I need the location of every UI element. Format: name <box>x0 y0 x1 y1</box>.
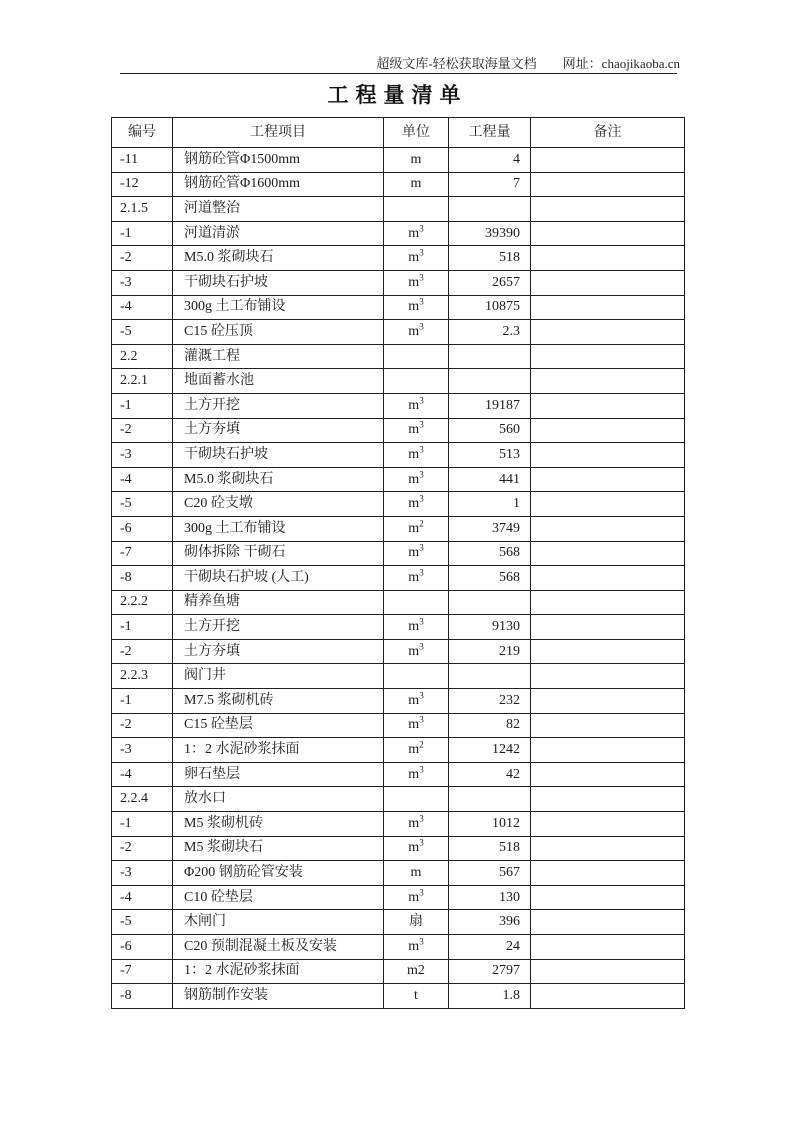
unit-cell <box>384 221 449 246</box>
note-cell <box>531 221 685 246</box>
table-row <box>112 393 685 418</box>
quantity-cell: 2657 <box>449 270 531 295</box>
row-number-cell: -1 <box>112 393 173 418</box>
table-header-row <box>112 118 685 148</box>
note-cell <box>531 270 685 295</box>
table-row <box>112 344 685 369</box>
item-cell: 干砌块石护坡 <box>173 270 384 295</box>
unit-text: m <box>408 643 420 659</box>
note-cell <box>531 910 685 935</box>
table-row <box>112 664 685 689</box>
item-cell: 1：2 水泥砂浆抹面 <box>173 738 384 763</box>
table-row <box>112 885 685 910</box>
quantity-cell <box>449 197 531 222</box>
row-number-cell: -4 <box>112 885 173 910</box>
quantity-cell <box>449 590 531 615</box>
unit-cell <box>384 566 449 591</box>
header-note: 备注 <box>531 118 685 148</box>
quantity-cell: 3749 <box>449 516 531 541</box>
unit-cell <box>384 910 449 935</box>
unit-text: m <box>408 692 420 708</box>
row-number-cell: -8 <box>112 566 173 591</box>
quantity-cell: 82 <box>449 713 531 738</box>
unit-cell <box>384 443 449 468</box>
row-number-cell: -3 <box>112 861 173 886</box>
note-cell <box>531 320 685 345</box>
unit-text: m <box>408 766 420 782</box>
table-row <box>112 689 685 714</box>
item-cell: 钢筋砼管Φ1500mm <box>173 148 384 173</box>
item-cell: 干砌块石护坡 <box>173 443 384 468</box>
unit-text: t <box>414 987 418 1003</box>
unit-text: m <box>408 815 420 831</box>
unit-cell <box>384 590 449 615</box>
unit-exponent: 3 <box>419 419 424 430</box>
quantities-table <box>111 117 685 1009</box>
unit-cell <box>384 836 449 861</box>
table-row <box>112 615 685 640</box>
note-cell <box>531 713 685 738</box>
quantity-cell: 1.8 <box>449 984 531 1009</box>
row-number-cell: -2 <box>112 713 173 738</box>
note-cell <box>531 959 685 984</box>
unit-cell <box>384 861 449 886</box>
item-cell: 地面蓄水池 <box>173 369 384 394</box>
unit-cell <box>384 615 449 640</box>
quantity-cell: 39390 <box>449 221 531 246</box>
note-cell <box>531 467 685 492</box>
table-row <box>112 467 685 492</box>
table-row <box>112 246 685 271</box>
header-rule <box>120 73 677 74</box>
note-cell <box>531 172 685 197</box>
note-cell <box>531 148 685 173</box>
row-number-cell: -12 <box>112 172 173 197</box>
table-header <box>112 118 685 148</box>
item-cell: 灌溉工程 <box>173 344 384 369</box>
item-cell: C10 砼垫层 <box>173 885 384 910</box>
unit-exponent: 3 <box>419 936 424 947</box>
quantity-cell: 219 <box>449 639 531 664</box>
table-row <box>112 861 685 886</box>
unit-cell <box>384 270 449 295</box>
table-row <box>112 221 685 246</box>
note-cell <box>531 935 685 960</box>
table-row <box>112 516 685 541</box>
unit-exponent: 3 <box>419 813 424 824</box>
note-cell <box>531 615 685 640</box>
note-cell <box>531 246 685 271</box>
quantity-cell <box>449 664 531 689</box>
unit-text: m <box>408 299 420 315</box>
unit-text: m <box>410 176 422 192</box>
row-number-cell: -3 <box>112 270 173 295</box>
unit-cell <box>384 885 449 910</box>
site-url: chaojikaoba.cn <box>601 56 680 71</box>
row-number-cell: 2.1.5 <box>112 197 173 222</box>
item-cell: 土方夯填 <box>173 418 384 443</box>
site-header <box>376 53 680 72</box>
unit-cell <box>384 689 449 714</box>
unit-cell <box>384 713 449 738</box>
unit-cell <box>384 418 449 443</box>
table-body <box>112 148 685 1009</box>
table-row <box>112 541 685 566</box>
table-row <box>112 639 685 664</box>
item-cell: 土方开挖 <box>173 615 384 640</box>
unit-exponent: 3 <box>419 395 424 406</box>
unit-text: m <box>408 397 420 413</box>
note-cell <box>531 861 685 886</box>
unit-cell <box>384 787 449 812</box>
unit-cell <box>384 197 449 222</box>
row-number-cell: -2 <box>112 246 173 271</box>
item-cell: M7.5 浆砌机砖 <box>173 689 384 714</box>
row-number-cell: -5 <box>112 492 173 517</box>
note-cell <box>531 885 685 910</box>
item-cell: 钢筋砼管Φ1600mm <box>173 172 384 197</box>
unit-cell <box>384 344 449 369</box>
row-number-cell: 2.2.4 <box>112 787 173 812</box>
item-cell: 砌体拆除 干砌石 <box>173 541 384 566</box>
site-slogan: 超级文库-轻松获取海量文档 <box>376 56 537 71</box>
unit-text: m <box>408 471 420 487</box>
unit-exponent: 3 <box>419 837 424 848</box>
unit-exponent: 3 <box>419 222 424 233</box>
quantity-cell: 518 <box>449 246 531 271</box>
header-item: 工程项目 <box>173 118 384 148</box>
unit-cell <box>384 959 449 984</box>
item-cell: 300g 土工布铺设 <box>173 295 384 320</box>
unit-cell <box>384 295 449 320</box>
table-row <box>112 812 685 837</box>
note-cell <box>531 836 685 861</box>
item-cell: 精养鱼塘 <box>173 590 384 615</box>
quantity-cell: 232 <box>449 689 531 714</box>
unit-cell <box>384 246 449 271</box>
note-cell <box>531 812 685 837</box>
unit-text: m <box>408 569 420 585</box>
unit-exponent: 3 <box>419 763 424 774</box>
unit-cell <box>384 516 449 541</box>
unit-text: m <box>408 840 420 856</box>
table-row <box>112 935 685 960</box>
note-cell <box>531 566 685 591</box>
row-number-cell: 2.2.1 <box>112 369 173 394</box>
quantity-cell: 1012 <box>449 812 531 837</box>
item-cell: 阀门井 <box>173 664 384 689</box>
unit-cell <box>384 369 449 394</box>
note-cell <box>531 664 685 689</box>
unit-text: m <box>408 938 420 954</box>
item-cell: C20 预制混凝土板及安装 <box>173 935 384 960</box>
quantity-cell: 396 <box>449 910 531 935</box>
note-cell <box>531 393 685 418</box>
unit-exponent: 3 <box>419 542 424 553</box>
quantity-cell: 7 <box>449 172 531 197</box>
quantity-cell: 1 <box>449 492 531 517</box>
unit-text: m <box>408 545 420 561</box>
row-number-cell: -11 <box>112 148 173 173</box>
table-row <box>112 910 685 935</box>
item-cell: Φ200 钢筋砼管安装 <box>173 861 384 886</box>
table-row <box>112 492 685 517</box>
note-cell <box>531 197 685 222</box>
unit-exponent: 3 <box>419 321 424 332</box>
table-row <box>112 762 685 787</box>
quantity-cell: 1242 <box>449 738 531 763</box>
quantity-cell: 568 <box>449 566 531 591</box>
item-cell: C15 砼压顶 <box>173 320 384 345</box>
row-number-cell: -4 <box>112 762 173 787</box>
table-row <box>112 984 685 1009</box>
quantity-cell: 42 <box>449 762 531 787</box>
unit-exponent: 3 <box>419 616 424 627</box>
unit-text: m <box>408 742 420 758</box>
unit-text: m <box>408 446 420 462</box>
quantity-cell: 9130 <box>449 615 531 640</box>
quantity-cell: 130 <box>449 885 531 910</box>
table-row <box>112 738 685 763</box>
row-number-cell: -5 <box>112 910 173 935</box>
note-cell <box>531 443 685 468</box>
note-cell <box>531 639 685 664</box>
header-number: 编号 <box>112 118 173 148</box>
row-number-cell: -7 <box>112 959 173 984</box>
unit-cell <box>384 492 449 517</box>
unit-text: m <box>408 496 420 512</box>
site-url-label: 网址： <box>562 56 602 71</box>
item-cell: C15 砼垫层 <box>173 713 384 738</box>
quantity-cell <box>449 369 531 394</box>
unit-exponent: 2 <box>419 518 424 529</box>
item-cell: 河道清淤 <box>173 221 384 246</box>
row-number-cell: -6 <box>112 516 173 541</box>
note-cell <box>531 369 685 394</box>
item-cell: 卵石垫层 <box>173 762 384 787</box>
table-row <box>112 959 685 984</box>
item-cell: 土方夯填 <box>173 639 384 664</box>
note-cell <box>531 344 685 369</box>
table-row <box>112 369 685 394</box>
quantity-cell: 513 <box>449 443 531 468</box>
row-number-cell: -1 <box>112 812 173 837</box>
row-number-cell: -1 <box>112 689 173 714</box>
table-row <box>112 836 685 861</box>
unit-text: m <box>408 225 420 241</box>
unit-exponent: 3 <box>419 567 424 578</box>
unit-exponent: 3 <box>419 886 424 897</box>
note-cell <box>531 295 685 320</box>
row-number-cell: -1 <box>112 615 173 640</box>
row-number-cell: -7 <box>112 541 173 566</box>
header-unit: 单位 <box>384 118 449 148</box>
quantity-cell: 518 <box>449 836 531 861</box>
table-row <box>112 566 685 591</box>
row-number-cell: -3 <box>112 443 173 468</box>
item-cell: 放水口 <box>173 787 384 812</box>
unit-exponent: 2 <box>419 739 424 750</box>
unit-text: m <box>408 250 420 266</box>
row-number-cell: 2.2.3 <box>112 664 173 689</box>
table-row <box>112 418 685 443</box>
item-cell: 钢筋制作安装 <box>173 984 384 1009</box>
unit-cell <box>384 664 449 689</box>
unit-cell <box>384 762 449 787</box>
item-cell: 300g 土工布铺设 <box>173 516 384 541</box>
note-cell <box>531 689 685 714</box>
table-row <box>112 590 685 615</box>
unit-text: m <box>408 520 420 536</box>
item-cell: 河道整治 <box>173 197 384 222</box>
unit-text: m <box>408 889 420 905</box>
quantity-cell <box>449 787 531 812</box>
quantity-cell: 10875 <box>449 295 531 320</box>
table-row <box>112 320 685 345</box>
unit-cell <box>384 541 449 566</box>
unit-cell <box>384 172 449 197</box>
unit-exponent: 3 <box>419 247 424 258</box>
table-row <box>112 270 685 295</box>
unit-cell <box>384 935 449 960</box>
unit-text: m <box>410 865 422 881</box>
note-cell <box>531 590 685 615</box>
note-cell <box>531 418 685 443</box>
unit-text: m <box>408 619 420 635</box>
item-cell: 木闸门 <box>173 910 384 935</box>
table-row <box>112 295 685 320</box>
unit-exponent: 3 <box>419 714 424 725</box>
row-number-cell: -3 <box>112 738 173 763</box>
item-cell: C20 砼支墩 <box>173 492 384 517</box>
quantity-cell: 441 <box>449 467 531 492</box>
unit-exponent: 3 <box>419 468 424 479</box>
item-cell: 干砌块石护坡 (人工) <box>173 566 384 591</box>
item-cell: M5.0 浆砌块石 <box>173 246 384 271</box>
unit-cell <box>384 320 449 345</box>
unit-text: m <box>408 422 420 438</box>
quantity-cell: 560 <box>449 418 531 443</box>
row-number-cell: -8 <box>112 984 173 1009</box>
row-number-cell: 2.2 <box>112 344 173 369</box>
quantity-cell: 2797 <box>449 959 531 984</box>
item-cell: M5 浆砌机砖 <box>173 812 384 837</box>
row-number-cell: -5 <box>112 320 173 345</box>
row-number-cell: 2.2.2 <box>112 590 173 615</box>
row-number-cell: -6 <box>112 935 173 960</box>
note-cell <box>531 738 685 763</box>
quantity-cell <box>449 344 531 369</box>
quantity-cell: 24 <box>449 935 531 960</box>
quantity-cell: 2.3 <box>449 320 531 345</box>
unit-text: m2 <box>407 963 425 979</box>
row-number-cell: -1 <box>112 221 173 246</box>
item-cell: M5 浆砌块石 <box>173 836 384 861</box>
note-cell <box>531 787 685 812</box>
unit-cell <box>384 738 449 763</box>
unit-text: m <box>408 274 420 290</box>
row-number-cell: -4 <box>112 467 173 492</box>
quantity-cell: 4 <box>449 148 531 173</box>
unit-text: m <box>410 151 422 167</box>
note-cell <box>531 516 685 541</box>
unit-cell <box>384 467 449 492</box>
unit-text: 扇 <box>409 914 423 930</box>
unit-exponent: 3 <box>419 296 424 307</box>
quantity-cell: 568 <box>449 541 531 566</box>
unit-exponent: 3 <box>419 641 424 652</box>
unit-cell <box>384 984 449 1009</box>
unit-exponent: 3 <box>419 272 424 283</box>
table-row <box>112 172 685 197</box>
unit-exponent: 3 <box>419 493 424 504</box>
item-cell: 1：2 水泥砂浆抹面 <box>173 959 384 984</box>
unit-text: m <box>408 323 420 339</box>
page-title: 工程量清单 <box>327 83 468 107</box>
note-cell <box>531 762 685 787</box>
table-row <box>112 787 685 812</box>
row-number-cell: -2 <box>112 836 173 861</box>
unit-text: m <box>408 717 420 733</box>
note-cell <box>531 541 685 566</box>
unit-cell <box>384 393 449 418</box>
quantity-cell: 567 <box>449 861 531 886</box>
item-cell: M5.0 浆砌块石 <box>173 467 384 492</box>
unit-exponent: 3 <box>419 444 424 455</box>
unit-cell <box>384 639 449 664</box>
header-quantity: 工程量 <box>449 118 531 148</box>
note-cell <box>531 984 685 1009</box>
row-number-cell: -2 <box>112 639 173 664</box>
note-cell <box>531 492 685 517</box>
table-row <box>112 197 685 222</box>
unit-exponent: 3 <box>419 690 424 701</box>
table-row <box>112 443 685 468</box>
table-row <box>112 148 685 173</box>
unit-cell <box>384 148 449 173</box>
row-number-cell: -2 <box>112 418 173 443</box>
item-cell: 土方开挖 <box>173 393 384 418</box>
unit-cell <box>384 812 449 837</box>
row-number-cell: -4 <box>112 295 173 320</box>
table-row <box>112 713 685 738</box>
quantity-cell: 19187 <box>449 393 531 418</box>
